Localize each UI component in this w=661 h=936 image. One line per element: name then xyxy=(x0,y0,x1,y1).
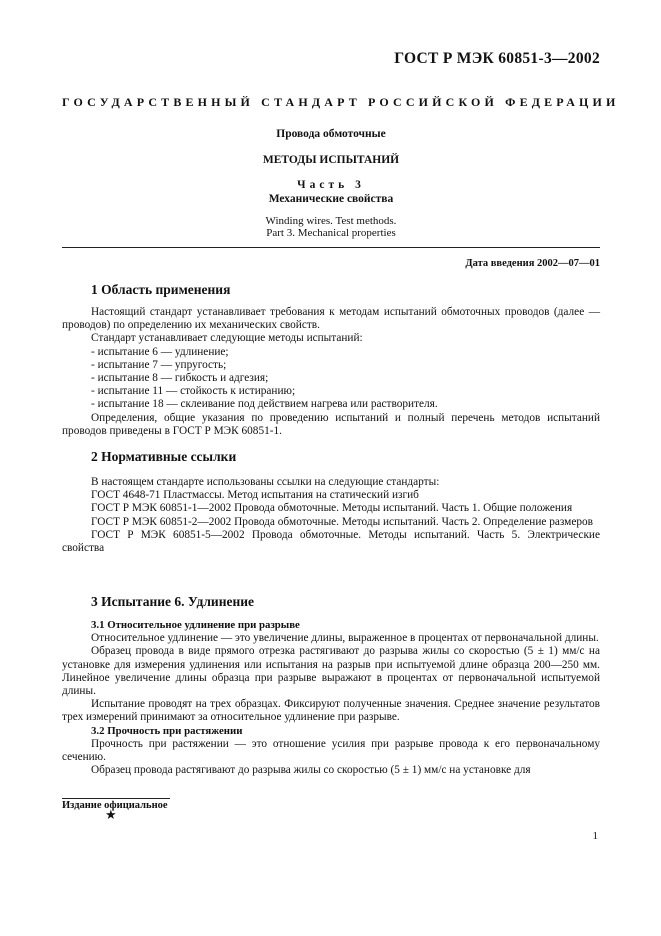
part-label: Часть 3 xyxy=(297,179,365,191)
paragraph: Стандарт устанавливает следующие методы испытаний: xyxy=(91,332,363,345)
paragraph: Прочность при растяжении — это отношение усилия при разрыве провода к его первоначальному сечению. xyxy=(62,737,600,764)
document-number: ГОСТ Р МЭК 60851-3—2002 xyxy=(394,50,600,67)
list-item: - испытание 7 — упругость; xyxy=(91,358,227,371)
paragraph: В настоящем стандарте использованы ссылки на следующие стандарты: xyxy=(91,476,440,488)
english-title-line-2: Part 3. Mechanical properties xyxy=(266,227,396,239)
section-2-heading: 2 Нормативные ссылки xyxy=(91,449,237,464)
section-1-body xyxy=(62,306,600,438)
list-item: - испытание 11 — стойкость к истиранию; xyxy=(91,385,296,398)
list-item: - испытание 18 — склеивание под действием нагрева или растворителя. xyxy=(91,398,438,411)
paragraph: Определения, общие указания по проведению испытаний и полный перечень методов испытаний проводов приведены в ГОСТ Р МЭК 60851-1. xyxy=(62,411,600,437)
section-3-heading: 3 Испытание 6. Удлинение xyxy=(91,594,255,609)
list-item: - испытание 6 — удлинение; xyxy=(91,345,229,358)
introduction-date: Дата введения 2002—07—01 xyxy=(465,258,600,269)
official-edition-label: Издание официальное xyxy=(62,800,168,811)
list-item: - испытание 8 — гибкость и адгезия; xyxy=(91,372,269,385)
part-title: Механические свойства xyxy=(268,193,394,205)
paragraph: Образец провода в виде прямого отрезка растягивают до разрыва жилы со скоростью (5 ± 1) мм/с на установке для измерения удлинения или испытания на разрыв при испытуемой длине образца 200—250 мм. Линейное увеличение длины образца при разрыве выражают в процентах от первоначальной испытуемой длины. xyxy=(62,645,600,698)
footer-divider xyxy=(62,798,170,799)
reference-item: ГОСТ Р МЭК 60851-1—2002 Провода обмоточные. Методы испытаний. Часть 1. Общие положения xyxy=(91,502,573,515)
state-standard-banner: ГОСУДАРСТВЕННЫЙ СТАНДАРТ РОССИЙСКОЙ ФЕДЕРАЦИИ xyxy=(62,95,620,109)
reference-item: ГОСТ Р МЭК 60851-5—2002 Провода обмоточные. Методы испытаний. Часть 5. Электрические свойства xyxy=(62,528,600,555)
section-1-heading: 1 Область применения xyxy=(91,282,231,297)
paragraph: Испытание проводят на трех образцах. Фиксируют полученные значения. Среднее значение результатов трех измерений принимают за относительное удлинение при разрыве. xyxy=(62,698,600,724)
reference-item: ГОСТ Р МЭК 60851-2—2002 Провода обмоточные. Методы испытаний. Часть 2. Определение размеров xyxy=(91,515,593,528)
section-3-body xyxy=(62,619,600,777)
subject-title: Провода обмоточные xyxy=(276,128,386,140)
paragraph: Образец провода растягивают до разрыва жилы со скоростью (5 ± 1) мм/с на установке для xyxy=(91,764,531,777)
page-number: 1 xyxy=(592,830,598,842)
main-title: МЕТОДЫ ИСПЫТАНИЙ xyxy=(262,154,400,166)
header-divider xyxy=(62,247,600,248)
english-title-line-1: Winding wires. Test methods. xyxy=(265,215,397,227)
subsection-3-1-heading: 3.1 Относительное удлинение при разрыве xyxy=(91,619,300,631)
paragraph: Настоящий стандарт устанавливает требования к методам испытаний обмоточных проводов (далее — проводов) по определению их механических свойств. xyxy=(62,306,600,332)
section-2-body xyxy=(62,476,600,555)
subsection-3-2-heading: 3.2 Прочность при растяжении xyxy=(91,724,243,737)
star-icon: ★ xyxy=(105,807,117,822)
paragraph: Относительное удлинение — это увеличение длины, выраженное в процентах от первоначальной длины. xyxy=(91,632,599,645)
reference-item: ГОСТ 4648-71 Пластмассы. Метод испытания на статический изгиб xyxy=(91,489,419,502)
